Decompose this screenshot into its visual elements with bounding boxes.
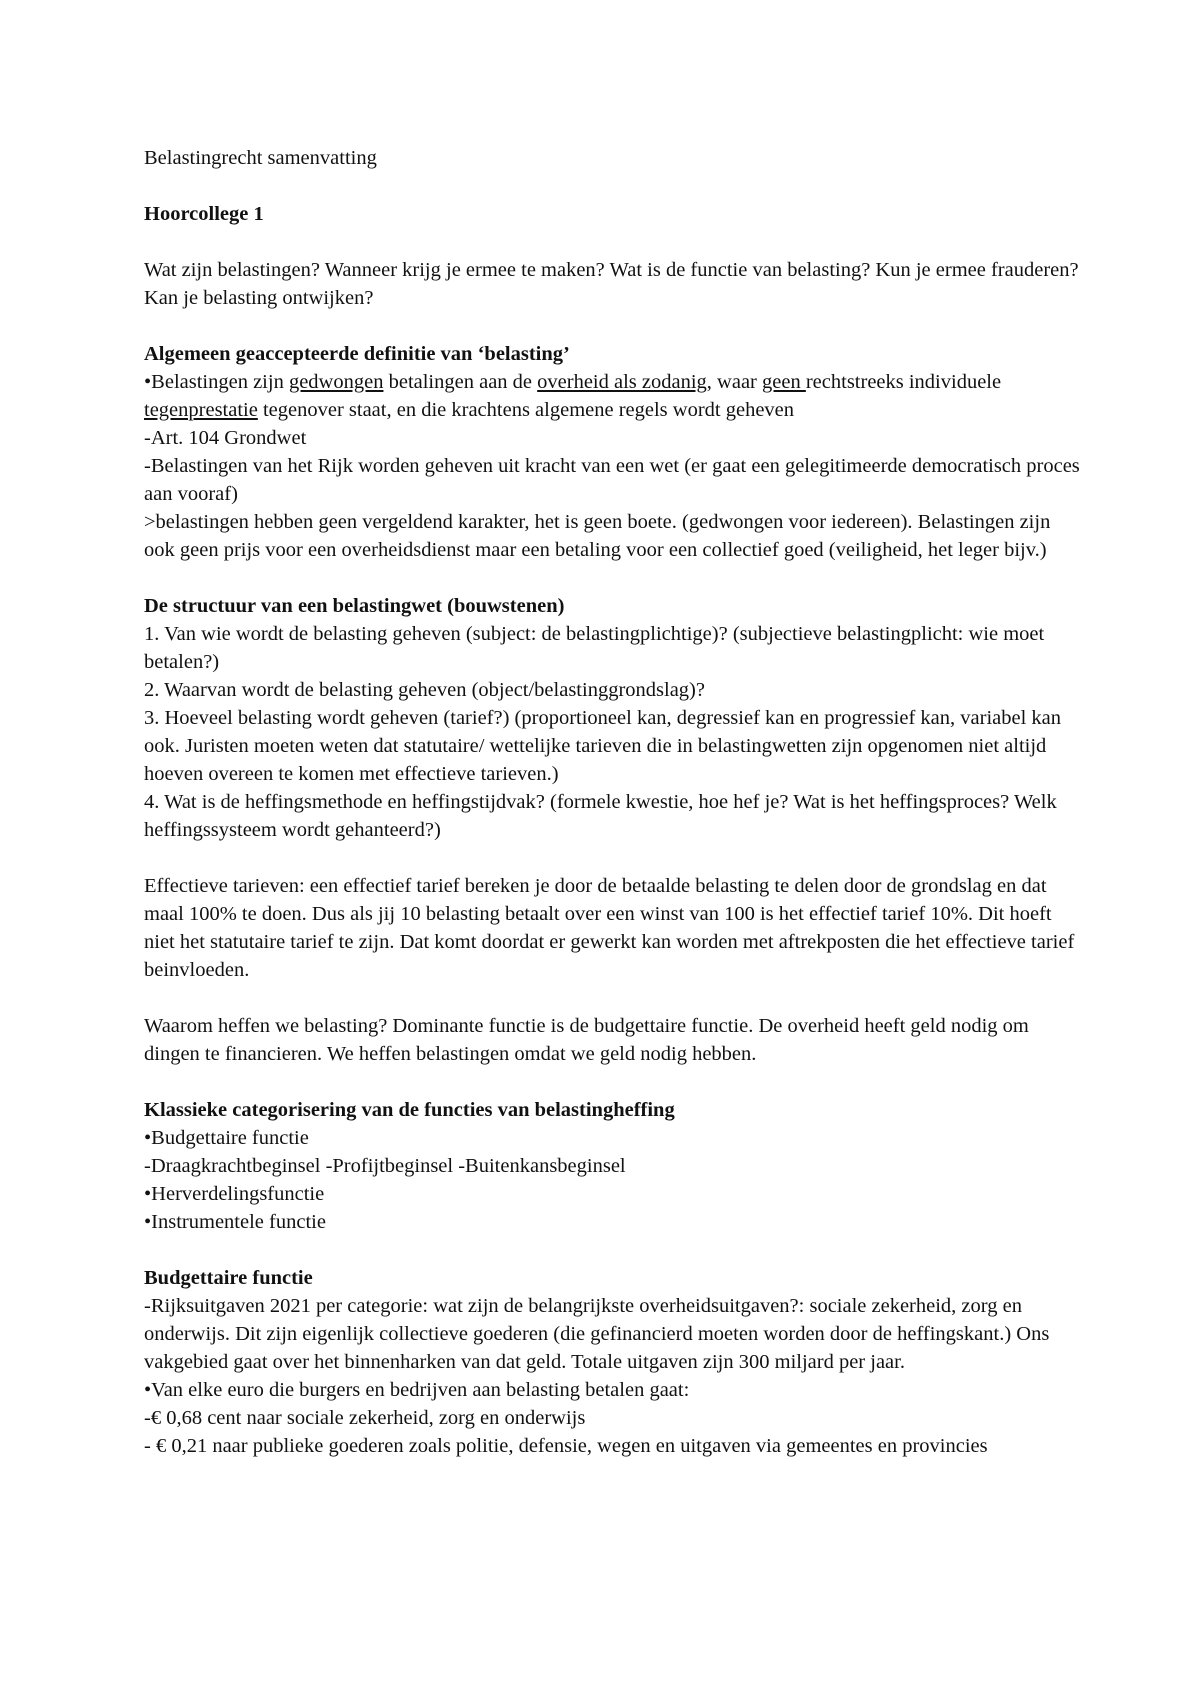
underlined-term: tegenprestatie [144, 399, 258, 421]
structure-heading: De structuur van een belastingwet (bouwstenen) [144, 595, 565, 617]
klassiek-heading: Klassieke categorisering van de functies van belastingheffing [144, 1099, 675, 1121]
list-item: •Van elke euro die burgers en bedrijven aan belasting betalen gaat: [144, 1379, 690, 1401]
list-item: -€ 0,68 cent naar sociale zekerheid, zorg en onderwijs [144, 1407, 586, 1429]
list-item: -Draagkrachtbeginsel -Profijtbeginsel -Buitenkansbeginsel [144, 1155, 626, 1177]
underlined-term: gedwongen [288, 371, 384, 393]
definition-text-part: betalingen aan de [383, 371, 538, 393]
waarom-paragraph: Waarom heffen we belasting? Dominante functie is de budgettaire functie. De overheid heeft geld nodig om dingen te financieren. We heffen belastingen omdat we geld nodig hebben. [144, 1015, 1029, 1065]
list-item: -Rijksuitgaven 2021 per categorie: wat zijn de belangrijkste overheidsuitgaven?: sociale zekerheid, zorg en onderwijs. Dit zijn eigenlijk collectieve goederen (die gefinancierd moeten worden door de heffingskant.) Ons vakgebied gaat over het binnenharken van dat geld. Totale uitgaven zijn 300 miljard per jaar. [144, 1295, 1050, 1373]
definition-text [144, 368, 1080, 424]
budget-heading: Budgettaire functie [144, 1267, 313, 1289]
vergeldend-paragraph: >belastingen hebben geen vergeldend karakter, het is geen boete. (gedwongen voor iedereen). Belastingen zijn ook geen prijs voor een overheidsdienst maar een betaling voor een collectief goed (veiligheid, het leger bijv.) [144, 511, 1051, 561]
structure-item: 1. Van wie wordt de belasting geheven (subject: de belastingplichtige)? (subjectieve belastingplicht: wie moet betalen?) [144, 623, 1045, 673]
definition-text-part: , waar [706, 371, 763, 393]
definition-text-part: rechtstreeks individuele [805, 371, 1002, 393]
definition-heading: Algemeen geaccepteerde definitie van ‘belasting’ [144, 343, 570, 365]
list-item: •Budgettaire functie [144, 1127, 309, 1149]
underlined-term: geen [762, 371, 806, 393]
list-item: •Instrumentele functie [144, 1211, 326, 1233]
structure-item: 2. Waarvan wordt de belasting geheven (object/belastinggrondslag)? [144, 679, 705, 701]
definition-text-part: tegenover staat, en die krachtens algemene regels wordt geheven [257, 399, 795, 421]
effectief-paragraph: Effectieve tarieven: een effectief tarief bereken je door de betaalde belasting te delen door de grondslag en dat maal 100% te doen. Dus als jij 10 belasting betaalt over een winst van 100 is het effectief tarief 10%. Dit hoeft niet het statutaire tarief te zijn. Dat komt doordat er gewerkt kan worden met aftrekposten die het effectieve tarief beinvloeden. [144, 875, 1075, 981]
structure-item: 4. Wat is de heffingsmethode en heffingstijdvak? (formele kwestie, hoe hef je? Wat is het heffingsproces? Welk heffingssysteem wordt gehanteerd?) [144, 791, 1057, 841]
document-title: Belastingrecht samenvatting [144, 147, 377, 169]
rijk-paragraph: -Belastingen van het Rijk worden geheven uit kracht van een wet (er gaat een gelegitimeerde democratisch proces aan vooraf) [144, 455, 1080, 505]
article-reference: -Art. 104 Grondwet [144, 427, 307, 449]
underlined-term: overheid als zodanig [537, 371, 707, 393]
list-item: •Herverdelingsfunctie [144, 1183, 325, 1205]
structure-item: 3. Hoeveel belasting wordt geheven (tarief?) (proportioneel kan, degressief kan en progressief kan, variabel kan ook. Juristen moeten weten dat statutaire/ wettelijke tarieven die in belastingwetten zijn opgenomen niet altijd hoeven overeen te komen met effectieve tarieven.) [144, 707, 1062, 785]
list-item: - € 0,21 naar publieke goederen zoals politie, defensie, wegen en uitgaven via gemeentes en provincies [144, 1435, 988, 1457]
lecture-heading: Hoorcollege 1 [144, 203, 264, 225]
definition-text-part: •Belastingen zijn [144, 371, 289, 393]
intro-paragraph: Wat zijn belastingen? Wanneer krijg je ermee te maken? Wat is de functie van belasting? Kun je ermee frauderen? Kan je belasting ontwijken? [144, 259, 1079, 309]
